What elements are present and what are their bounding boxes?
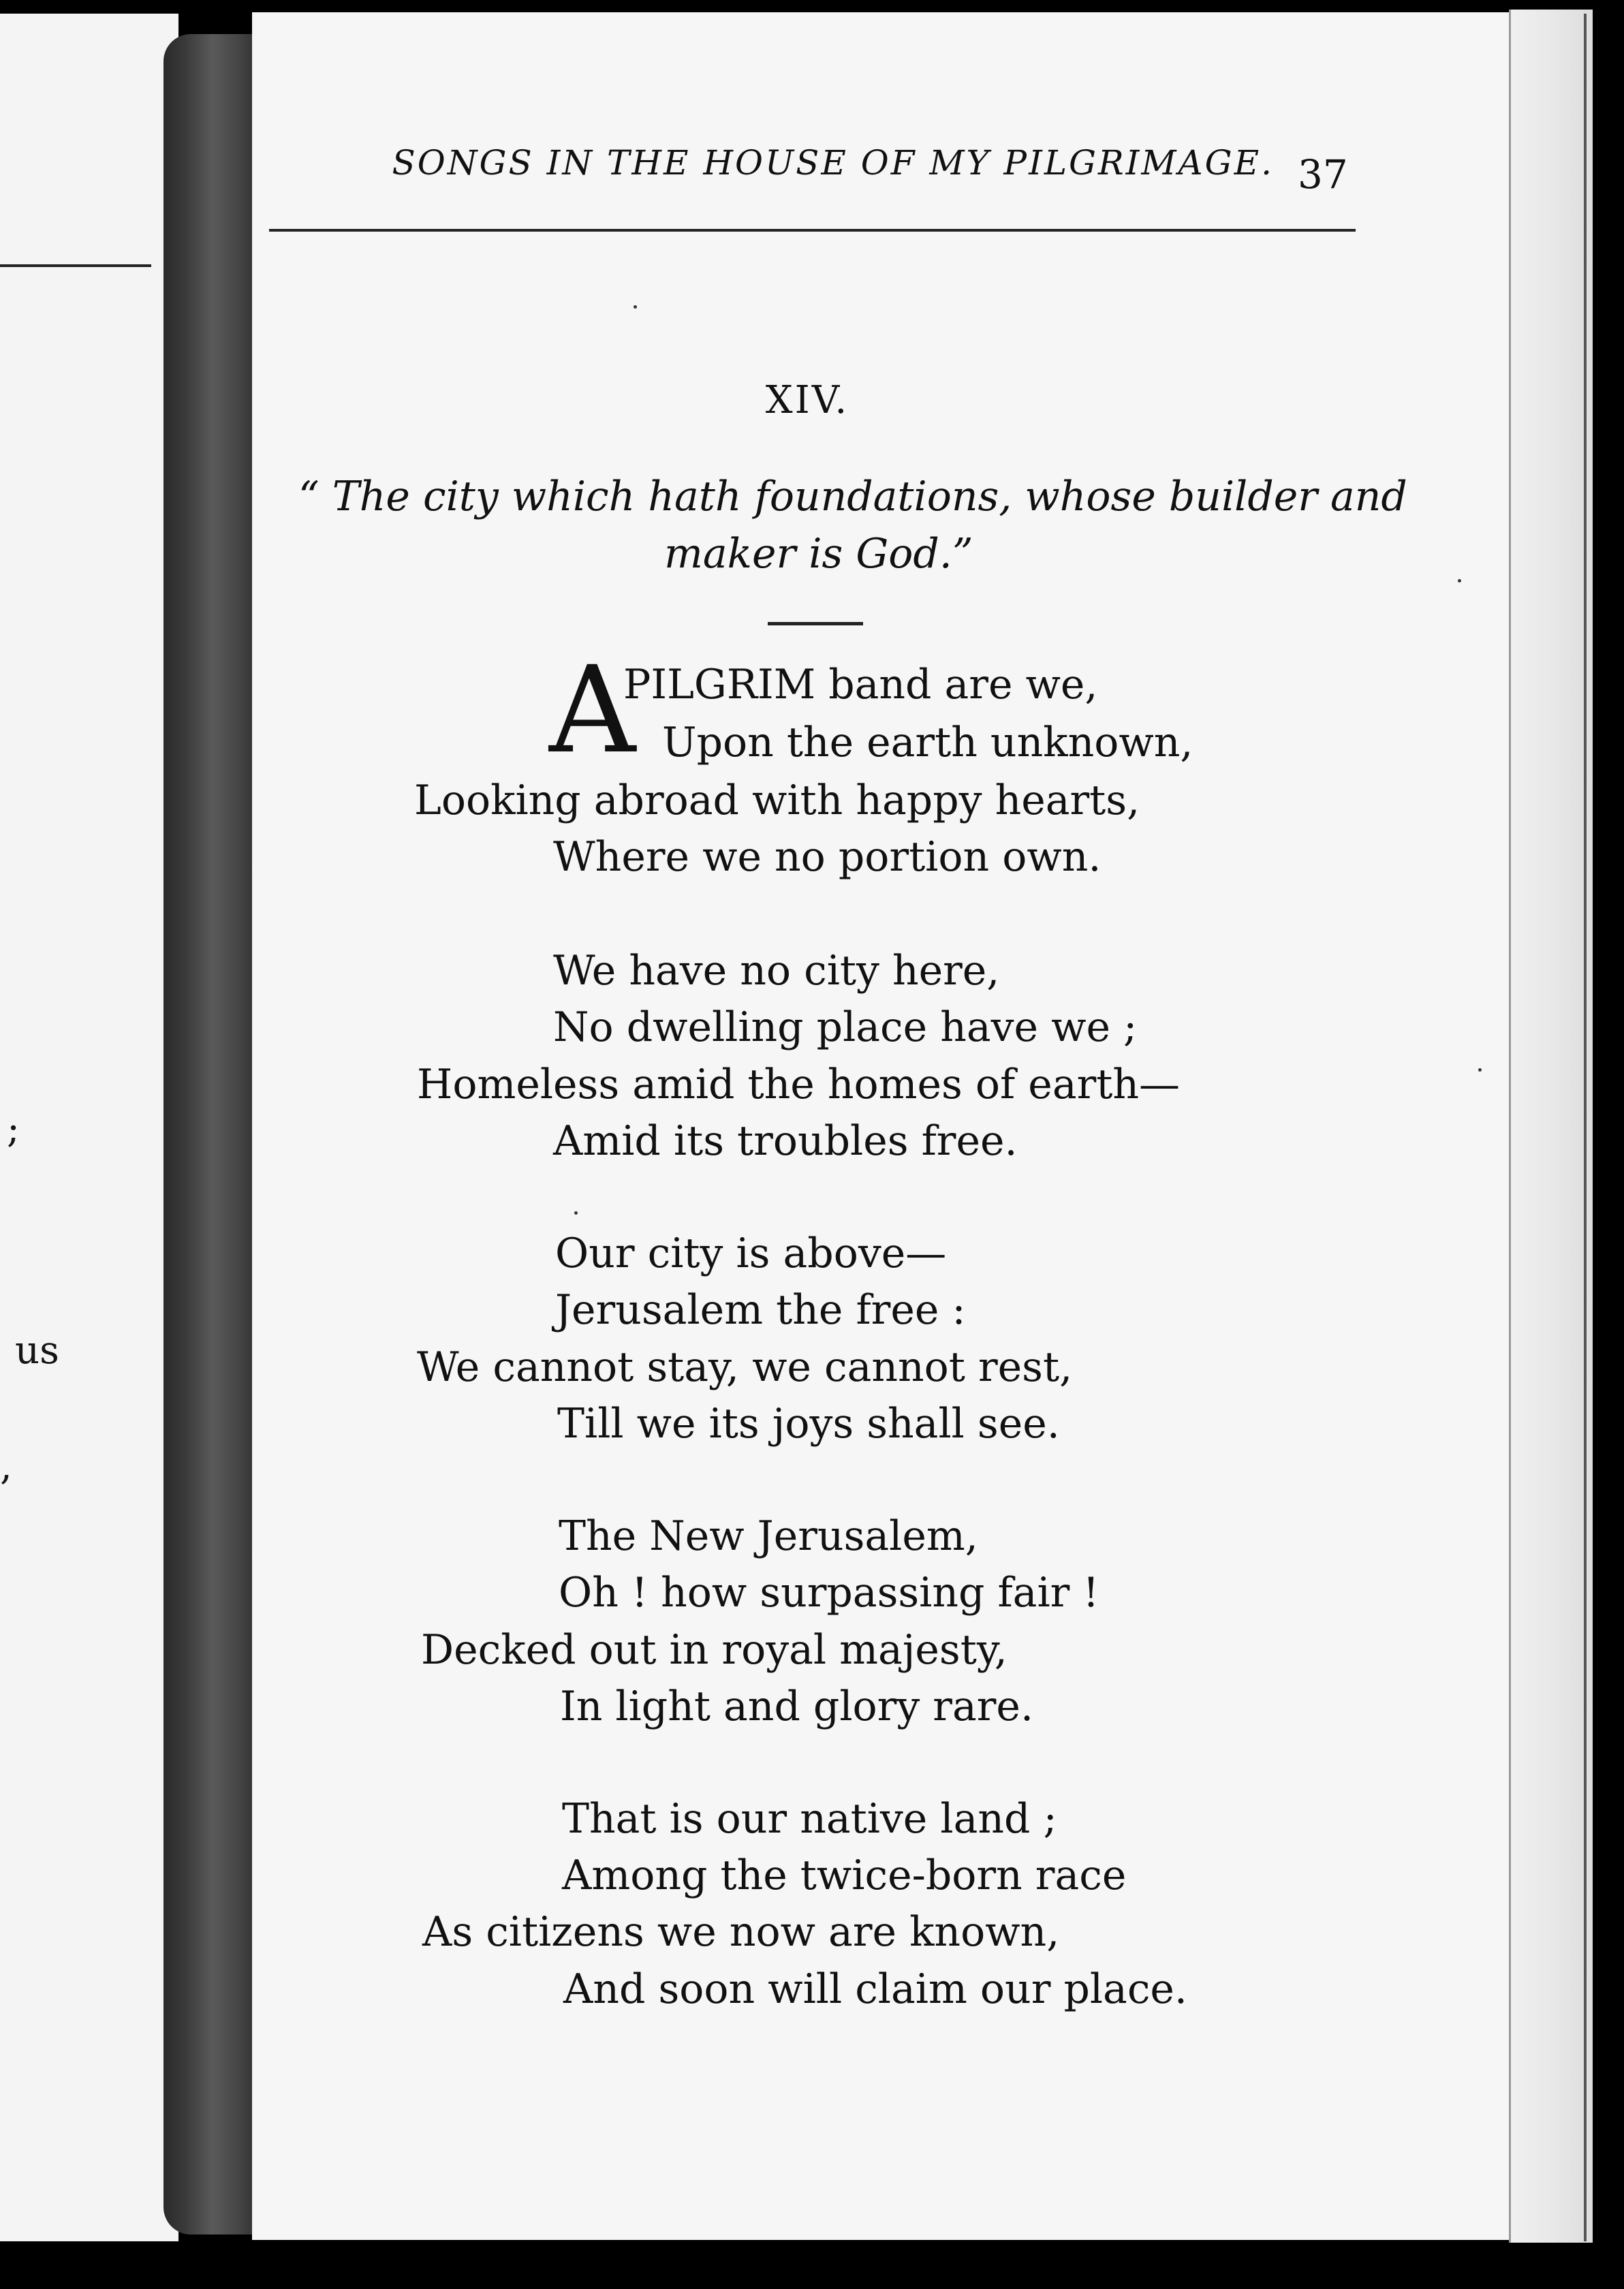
- poem-line: Amid its troubles free.: [553, 1117, 1018, 1165]
- poem-line: In light and glory rare.: [560, 1683, 1034, 1730]
- running-title: SONGS IN THE HOUSE OF MY PILGRIMAGE.: [392, 143, 1274, 183]
- poem-line: Jerusalem the free :: [555, 1286, 966, 1334]
- poem-line: Looking abroad with happy hearts,: [414, 777, 1140, 824]
- poem-line: The New Jerusalem,: [559, 1512, 978, 1560]
- page-edge-line: [1584, 14, 1587, 2241]
- poem-line: Till we its joys shall see.: [557, 1400, 1060, 1448]
- poem-line: As citizens we now are known,: [422, 1908, 1060, 1956]
- poem-line: Homeless amid the homes of earth—: [417, 1061, 1181, 1108]
- section-divider: [768, 622, 863, 625]
- scan-speck: [1478, 1068, 1482, 1072]
- previous-page-fragment: ;: [7, 1107, 20, 1151]
- scan-speck: [574, 1211, 578, 1215]
- previous-page: [0, 14, 178, 2241]
- poem-line: We have no city here,: [553, 947, 1000, 995]
- poem-line: And soon will claim our place.: [563, 1965, 1187, 2013]
- poem-line: Among the twice-born race: [562, 1852, 1127, 1899]
- epigraph-line: maker is God.”: [664, 530, 973, 578]
- poem-line: PILGRIM band are we,: [623, 661, 1098, 708]
- scan-speck: [634, 305, 637, 309]
- previous-page-fragment: ,: [0, 1444, 12, 1489]
- poem-line: Where we no portion own.: [553, 833, 1102, 881]
- epigraph-line: “ The city which hath foundations, whose builder and: [298, 473, 1407, 520]
- drop-cap: A: [549, 640, 636, 780]
- poem-line: Oh ! how surpassing fair !: [559, 1569, 1099, 1617]
- previous-page-header-rule: [0, 264, 151, 267]
- poem-line: Our city is above—: [555, 1230, 947, 1277]
- poem-line: No dwelling place have we ;: [553, 1003, 1138, 1051]
- poem-line: Decked out in royal majesty,: [421, 1626, 1008, 1674]
- page-edge: [1509, 10, 1593, 2243]
- scan-speck: [1458, 579, 1461, 582]
- poem-line: We cannot stay, we cannot rest,: [417, 1343, 1073, 1391]
- section-number: XIV.: [765, 378, 849, 422]
- page-number: 37: [1298, 151, 1348, 198]
- poem-line: Upon the earth unknown,: [662, 719, 1193, 766]
- poem-line: That is our native land ;: [562, 1795, 1057, 1843]
- header-rule: [269, 229, 1356, 232]
- previous-page-fragment: us: [15, 1328, 59, 1373]
